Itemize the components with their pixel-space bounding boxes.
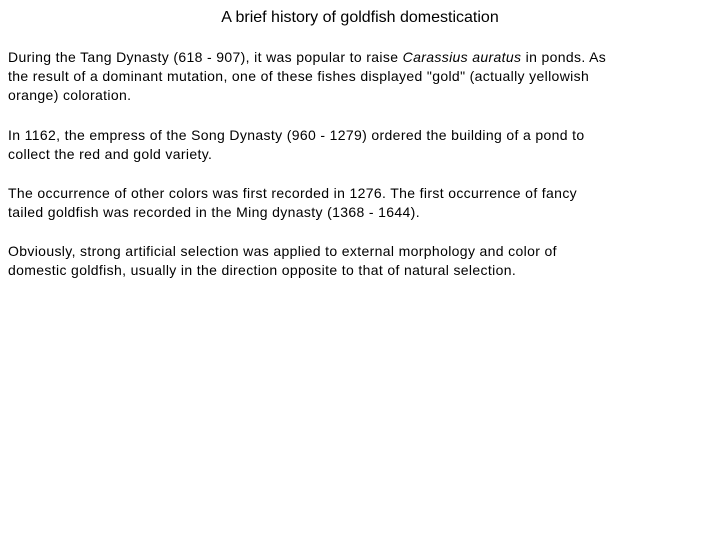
- paragraph-other-colors: [8, 184, 712, 222]
- slide-title: A brief history of goldfish domestication: [221, 9, 499, 26]
- paragraph-line: collect the red and gold variety.: [8, 146, 213, 162]
- paragraph-song-dynasty: [8, 126, 712, 164]
- paragraph-line: orange) coloration.: [8, 87, 132, 103]
- text-run: in ponds. As: [521, 49, 607, 65]
- paragraph-line: In 1162, the empress of the Song Dynasty (960 - 1279) ordered the building of a pond to: [8, 127, 585, 143]
- paragraph-line: Obviously, strong artificial selection was applied to external morphology and color of: [8, 243, 557, 259]
- paragraph-line: the result of a dominant mutation, one of these fishes displayed "gold" (actually yellowish: [8, 68, 590, 84]
- paragraph-line: The occurrence of other colors was first recorded in 1276. The first occurrence of fancy: [8, 185, 578, 201]
- paragraph-tang-dynasty: [8, 48, 712, 105]
- paragraph-artificial-selection: [8, 242, 712, 280]
- text-run: During the Tang Dynasty (618 - 907), it was popular to raise: [8, 49, 403, 65]
- species-name-italic: Carassius auratus: [402, 49, 522, 65]
- paragraph-line: domestic goldfish, usually in the direction opposite to that of natural selection.: [8, 262, 517, 278]
- paragraph-line: tailed goldfish was recorded in the Ming dynasty (1368 - 1644).: [8, 204, 420, 220]
- paragraph-line: [8, 48, 712, 67]
